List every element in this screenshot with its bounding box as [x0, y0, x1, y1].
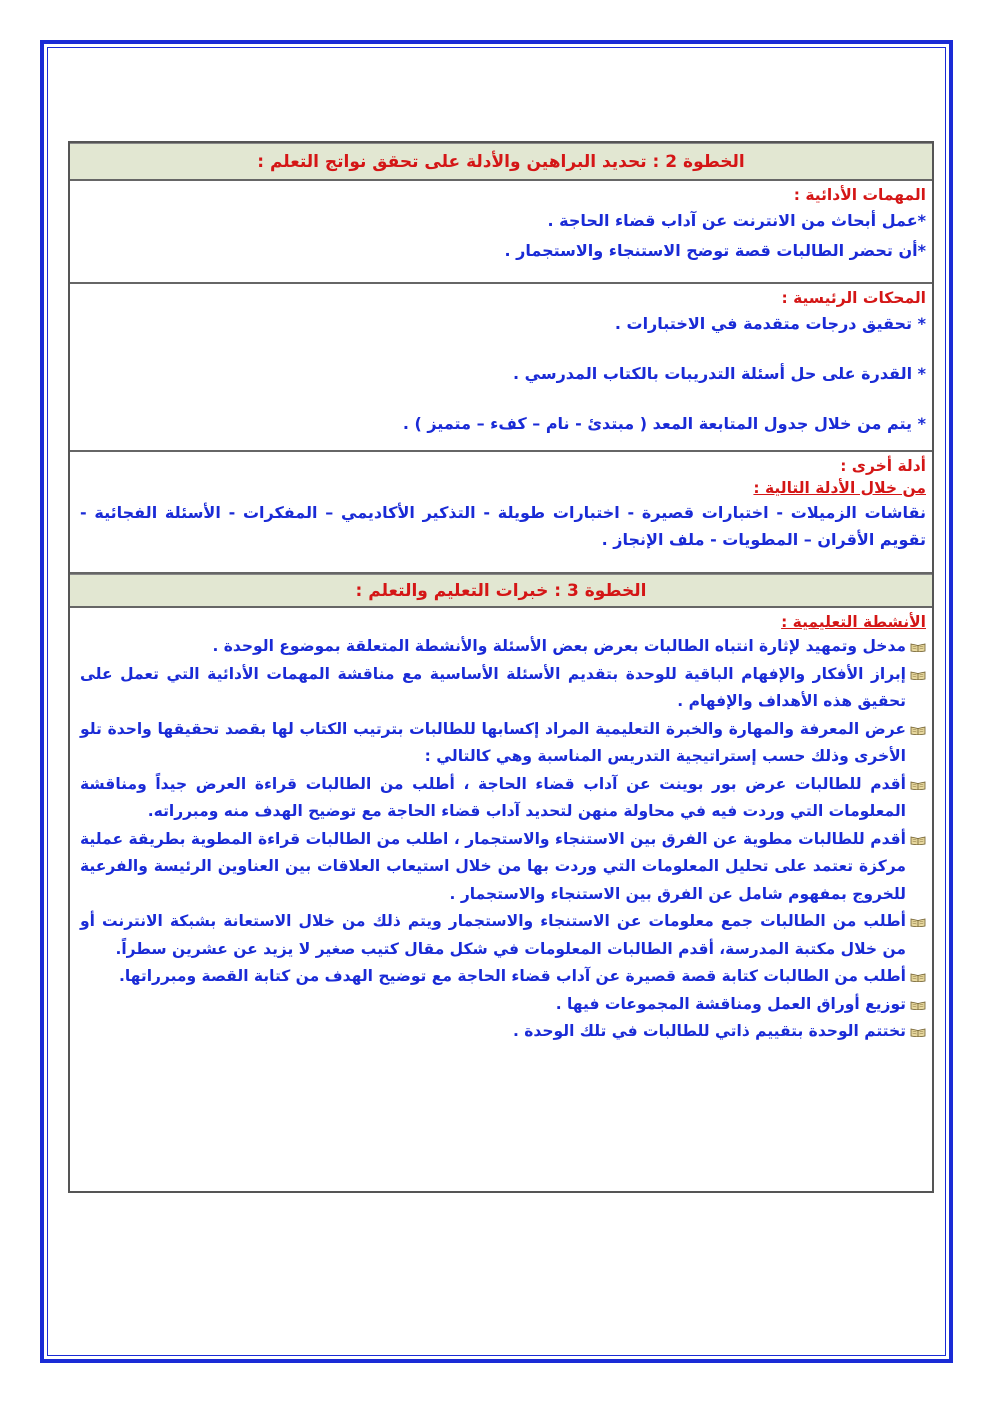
criteria-line: * يتم من خلال جدول المتابعة المعد ( مبتدئ - نام – كفء – متميز ) . [402, 414, 926, 433]
step3-title: الخطوة 3 : خبرات التعليم والتعلم : [355, 581, 647, 601]
open-book-icon [910, 670, 926, 680]
other-evidence-label: أدلة أخرى : [840, 457, 926, 475]
activity-text: تختتم الوحدة بتقييم ذاتي للطالبات في تلك الوحدة . [512, 1022, 906, 1040]
other-evidence-section [70, 452, 932, 574]
activity-text: مدخل وتمهيد لإثارة انتباه الطالبات بعرض بعض الأسئلة والأنشطة المتعلقة بموضوع الوحدة . [212, 637, 906, 655]
activity-text: أقدم للطالبات مطوية عن الفرق بين الاستنجاء والاستجمار ، اطلب من الطالبات قراءة المطوية بطريقة عملية مركزة تعتمد على تحليل المعلومات التي وردت بها من خلال استيعاب العلاقات بين العناوين الرئيسة والفرعية للخروج بمفهوم شامل عن الفرق بين الاستنجاء والاستجمار . [80, 829, 906, 903]
main-criteria-section [70, 284, 932, 452]
step2-header [70, 143, 932, 181]
lesson-plan-table [68, 141, 934, 1193]
criteria-line: * القدرة على حل أسئلة التدريبات بالكتاب المدرسي . [513, 364, 926, 383]
activity-text: أقدم للطالبات عرض بور بوينت عن آداب قضاء الحاجة ، أطلب من الطالبات قراءة العرض جيداً ومناقشة المعلومات التي وردت فيه في محاولة منهن لتحديد آداب قضاء الحاجة مع توضيح الهدف منه ومبرراته. [80, 774, 906, 820]
performance-tasks-label: المهمات الأدائية : [793, 186, 926, 204]
open-book-icon [910, 642, 926, 652]
activity-item [80, 1018, 926, 1046]
open-book-icon [910, 972, 926, 982]
activity-text: أطلب من الطالبات كتابة قصة قصيرة عن آداب قضاء الحاجة مع توضيح الهدف من كتابة القصة ومبرراتها. [118, 967, 906, 985]
activities-section [70, 608, 932, 1191]
activities-list [80, 633, 926, 1046]
main-criteria-label: المحكات الرئيسية : [781, 289, 926, 307]
open-book-icon [910, 917, 926, 927]
activity-text: إبراز الأفكار والإفهام الباقية للوحدة بتقديم الأسئلة الأساسية مع مناقشة المهمات الأدائية التي تعمل على تحقيق هذه الأهداف والإفهام . [80, 664, 906, 710]
other-evidence-text: نقاشات الزميلات - اختبارات قصيرة - اختبارات طويلة - التذكير الأكاديمي – المفكرات - الأسئلة الفجائية - تقويم الأقران – المطويات - ملف الإنجاز . [80, 503, 926, 549]
activity-text: أطلب من الطالبات جمع معلومات عن الاستنجاء والاستجمار ويتم ذلك من خلال الاستعانة بشبكة الانترنت أو من خلال مكتبة المدرسة، أقدم الطالبات المعلومات في شكل مقال كتيب صغير لا يزيد عن عشرين سطراً. [80, 912, 906, 958]
activity-item [80, 991, 926, 1019]
other-evidence-sublabel: من خلال الأدلة التالية : [753, 479, 926, 497]
task-line: *عمل أبحاث من الانترنت عن آداب قضاء الحاجة . [547, 211, 926, 230]
activity-item [80, 963, 926, 991]
step2-title: الخطوة 2 : تحديد البراهين والأدلة على تحقق نواتج التعلم : [257, 152, 745, 172]
task-line: *أن تحضر الطالبات قصة توضح الاستنجاء والاستجمار . [504, 241, 926, 260]
activity-text: عرض المعرفة والمهارة والخبرة التعليمية المراد إكسابها للطالبات بترتيب الكتاب لها بقصد تحقيقها واحدة تلو الأخرى وذلك حسب إستراتيجية التدريس المناسبة وهي كالتالي : [80, 719, 906, 765]
open-book-icon [910, 835, 926, 845]
activity-item [80, 633, 926, 661]
activity-item [80, 908, 926, 963]
activities-label: الأنشطة التعليمية : [781, 613, 926, 631]
open-book-icon [910, 780, 926, 790]
activity-item [80, 826, 926, 909]
activity-item [80, 716, 926, 771]
open-book-icon [910, 725, 926, 735]
open-book-icon [910, 1000, 926, 1010]
open-book-icon [910, 1027, 926, 1037]
performance-tasks-section [70, 181, 932, 284]
activity-item [80, 661, 926, 716]
step3-header [70, 574, 932, 608]
activity-item [80, 771, 926, 826]
activity-text: توزيع أوراق العمل ومناقشة المجموعات فيها . [555, 994, 906, 1013]
criteria-line: * تحقيق درجات متقدمة في الاختبارات . [614, 314, 926, 333]
